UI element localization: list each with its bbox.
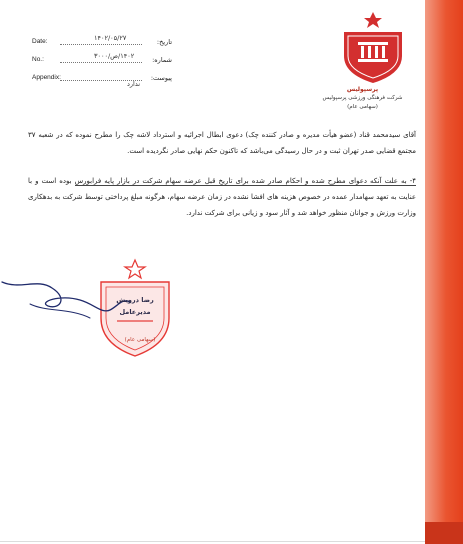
paragraph-case-filing: آقای سیدمحمد قناد (عضو هیأت مدیره و صادر کننده چک) دعوی ابطال اجرائیه و استرداد لاشه چک را مطرح نموده که در شعبه ۳۷ مجتمع قضایی صدر تهران ثبت و در حال رسیدگی می‌باشد که تاکنون حکم نهایی صادر نگردیده است.: [28, 131, 416, 155]
appendix-row: [32, 74, 172, 92]
date-label-fa: تاریخ:: [156, 38, 172, 46]
organization-type: (سهامی عام): [347, 104, 378, 110]
number-dotted-line: [60, 62, 142, 63]
date-value: ۱۴۰۲/۰۵/۲۷: [94, 34, 127, 42]
signatory-name: رضا درویش: [116, 296, 154, 304]
date-dotted-line: [60, 44, 142, 45]
organization-name: شرکت فرهنگی ورزشی پرسپولیس: [322, 95, 403, 101]
number-row: [32, 52, 172, 74]
appendix-label-en: Appendix:: [32, 74, 61, 81]
paragraph-item-4: [28, 173, 416, 221]
club-name: پرسپولیس: [346, 86, 379, 93]
page-bottom-line: [0, 541, 425, 542]
signatory-title: مدیرعامل: [119, 308, 151, 316]
signature-icon: [0, 260, 150, 330]
number-value: ۱۴۰۲/ص/۳۰۰۰: [94, 52, 135, 60]
appendix-value: ندارد: [127, 80, 141, 88]
number-label-fa: شماره:: [152, 56, 172, 64]
paragraph-item-4-underlined: ۴- به علت آنکه دعوای مطرح شده و احکام صادر شده برای تاریخ قبل عرضه سهام شرکت در بازار پایه فرابورس: [74, 177, 416, 185]
stamp-footer: (سهامی عام): [124, 337, 156, 343]
persepolis-logo-icon: [338, 12, 408, 84]
paragraph-item-4-rest: بوده است و با عنایت به تعهد سهامدار عمده در خصوص هزینه های افشا نشده در زمان عرضه سهام، هرگونه مبلغ پرداختی توسط شرکت به بدهکاری وزارت ورزش و جوانان منظور خواهد شد و آثار سود و زیانی برای شرکت ندارد.: [28, 177, 416, 217]
letterhead-band-shade: [425, 522, 463, 544]
date-label-en: Date:: [32, 38, 48, 45]
letterhead-side-band: [425, 0, 463, 544]
number-label-en: No.:: [32, 56, 44, 63]
letter-meta-block: [32, 34, 172, 92]
appendix-label-fa: پیوست:: [150, 74, 172, 82]
